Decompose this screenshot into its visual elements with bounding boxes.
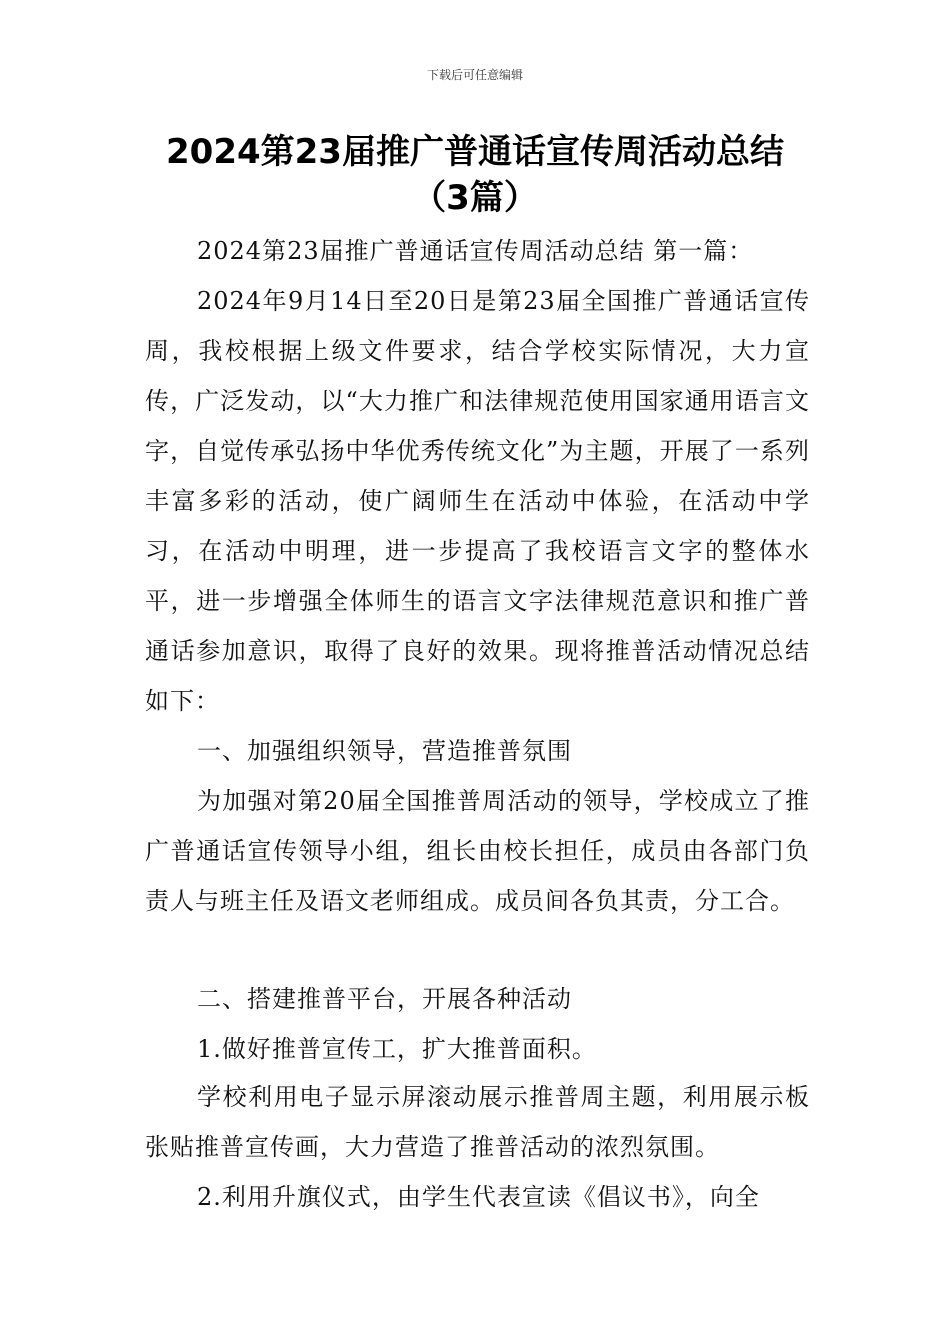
subheading-item-1: 1.做好推普宣传工，扩大推普面积。 [197,1035,597,1063]
paragraph-item-2: 2.利用升旗仪式，由学生代表宣读《倡议书》，向全 [197,1183,760,1211]
document-title-line1: 2024第23届推广普通话宣传周活动总结 [166,132,784,172]
heading-part-two: 二、搭建推普平台，开展各种活动 [197,985,572,1013]
page-header-note: 下载后可任意编辑 [426,68,523,82]
paragraph-item-1: 学校利用电子显示屏滚动展示推普周主题，利用展示板张贴推普宣传画，大力营造了推普活动的浓烈氛围。 [145,1083,810,1161]
document-title-line2: （3篇） [412,178,538,218]
paragraph-leadership: 为加强对第20届全国推普周活动的领导，学校成立了推广普通话宣传领导小组，组长由校长担任，成员由各部门负责人与班主任及语文老师组成。成员间各负其责，分工合。 [145,787,810,915]
paragraph-intro: 2024年9月14日至20日是第23届全国推广普通话宣传周，我校根据上级文件要求，结合学校实际情况，大力宣传，广泛发动，以“大力推广和法律规范使用国家通用语言文字，自觉传承弘扬中华优秀传统文化”为主题，开展了一系列丰富多彩的活动，使广阔师生在活动中体验，在活动中学习，在活动中明理，进一步提高了我校语言文字的整体水平，进一步增强全体师生的语言文字法律规范意识和推广普通话参加意识，取得了良好的效果。现将推普活动情况总结如下： [145,287,810,715]
section-heading-first: 2024第23届推广普通话宣传周活动总结 第一篇： [197,237,754,265]
heading-part-one: 一、加强组织领导，营造推普氛围 [197,737,572,765]
